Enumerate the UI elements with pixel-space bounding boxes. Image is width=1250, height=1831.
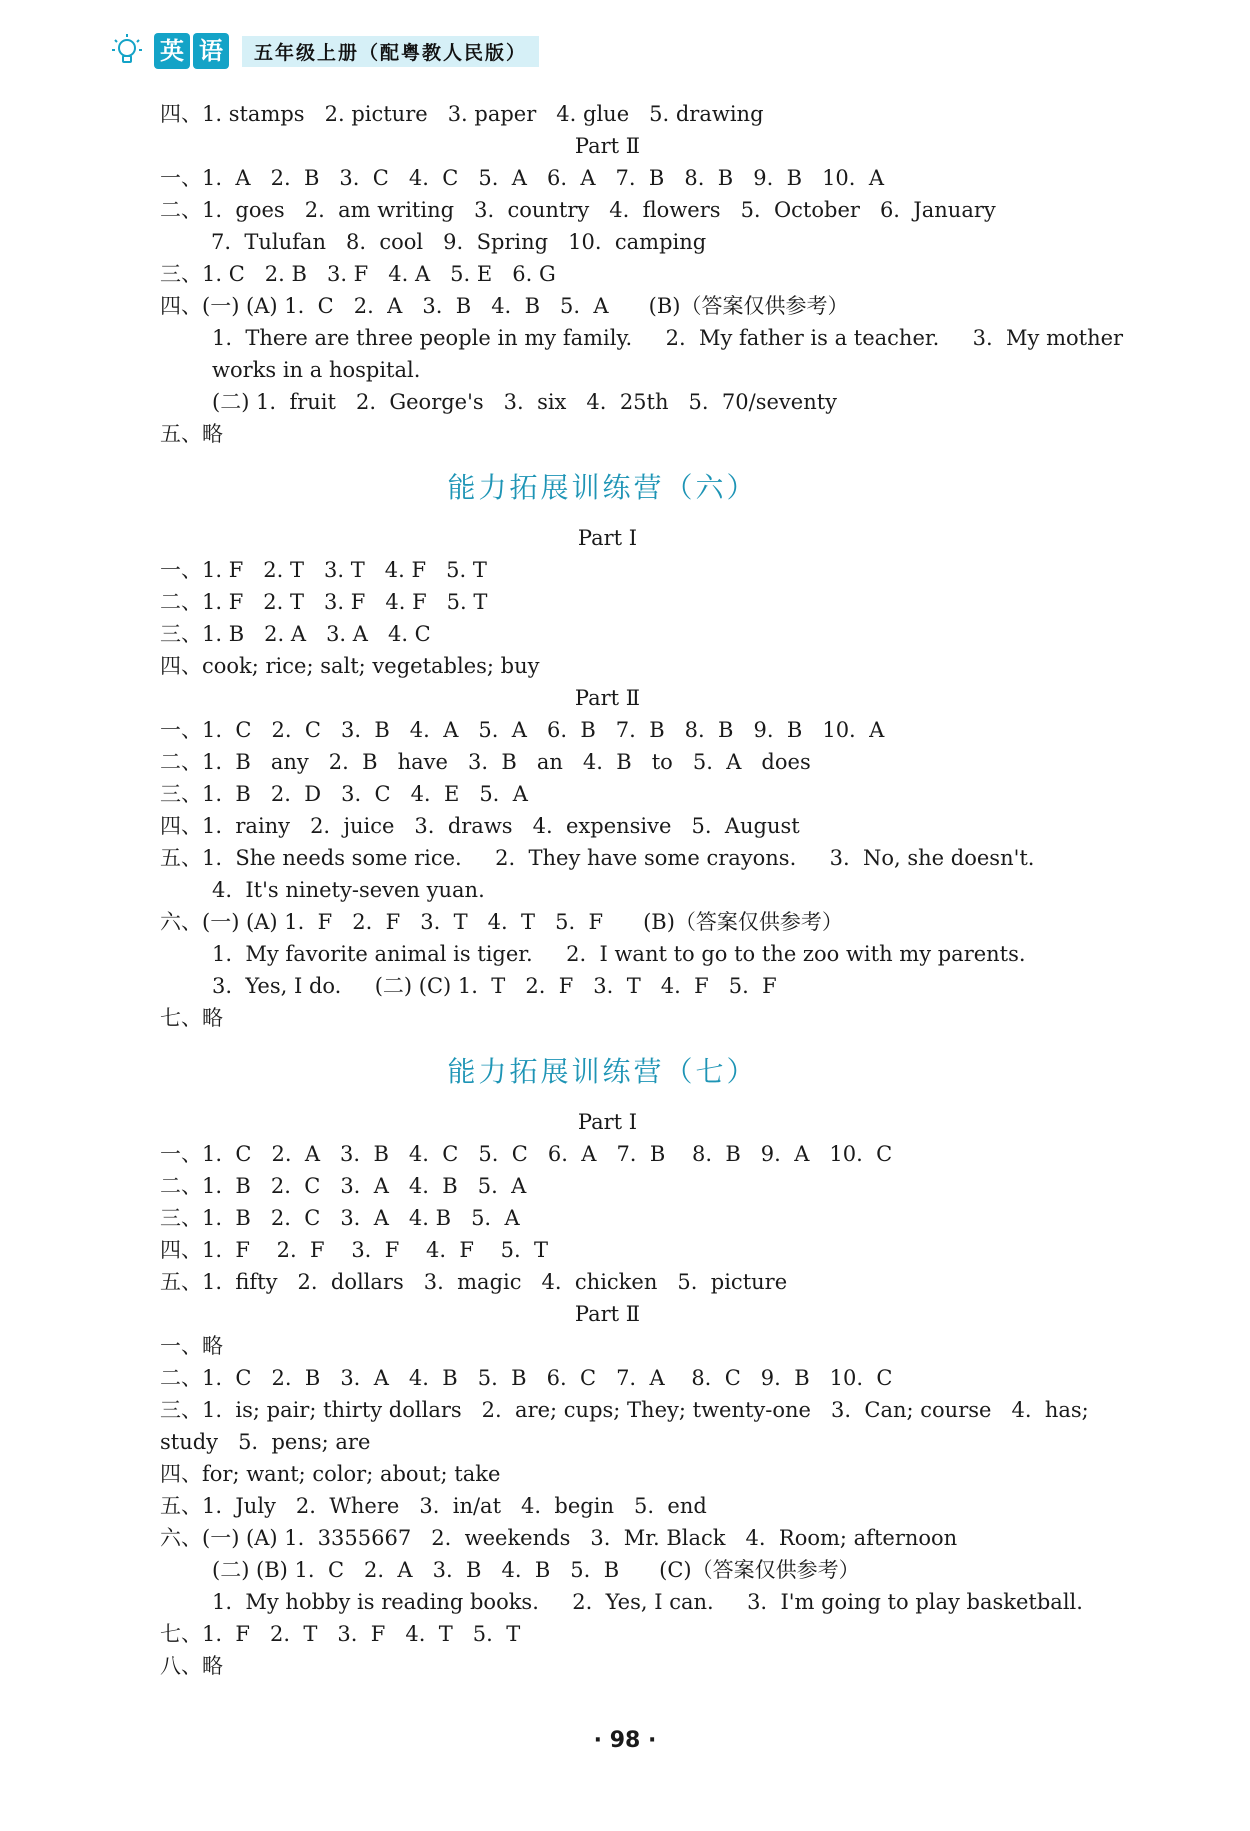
part-label: Part Ⅰ (577, 1110, 638, 1134)
answer-line: 七、略 (160, 1006, 223, 1030)
lightbulb-icon (110, 32, 144, 70)
answer-line: 一、1. C 2. C 3. B 4. A 5. A 6. B 7. B 8. B 9. B 10. A (160, 718, 885, 742)
answer-line: 六、(一) (A) 1. F 2. F 3. T 4. T 5. F (B)（答案仅供参考） (160, 910, 843, 934)
answer-line: 五、1. July 2. Where 3. in/at 4. begin 5. end (160, 1494, 707, 1518)
answer-line: 六、(一) (A) 1. 3355667 2. weekends 3. Mr. Black 4. Room; afternoon (160, 1526, 958, 1550)
answer-line: (二) 1. fruit 2. George's 3. six 4. 25th 5. 70/seventy (212, 390, 838, 414)
answer-line: 四、for; want; color; about; take (160, 1462, 501, 1486)
answer-line: 一、略 (160, 1334, 223, 1358)
answer-content (160, 98, 1175, 1682)
answer-line: 四、1. rainy 2. juice 3. draws 4. expensive 5. August (160, 814, 800, 838)
answer-line: study 5. pens; are (160, 1430, 371, 1454)
book-label: 五年级上册（配粤教人民版） (242, 36, 539, 67)
section-title: 能力拓展训练营（六） (447, 471, 758, 504)
answer-line: 1. There are three people in my family. 2. My father is a teacher. 3. My mother (212, 326, 1124, 350)
part-label: Part Ⅱ (574, 134, 641, 158)
part-label: Part Ⅱ (574, 686, 641, 710)
answer-line: 三、1. B 2. A 3. A 4. C (160, 622, 431, 646)
answer-line: 1. My hobby is reading books. 2. Yes, I can. 3. I'm going to play basketball. (212, 1590, 1083, 1614)
part-label: Part Ⅰ (577, 526, 638, 550)
answer-line: 4. It's ninety-seven yuan. (212, 878, 485, 902)
answer-line: 二、1. C 2. B 3. A 4. B 5. B 6. C 7. A 8. C 9. B 10. C (160, 1366, 893, 1390)
answer-line: 1. My favorite animal is tiger. 2. I want to go to the zoo with my parents. (212, 942, 1026, 966)
answer-line: 五、略 (160, 422, 223, 446)
answer-line: 四、1. F 2. F 3. F 4. F 5. T (160, 1238, 549, 1262)
answer-line: 二、1. B 2. C 3. A 4. B 5. A (160, 1174, 527, 1198)
header (110, 30, 539, 72)
subject-badge (154, 33, 232, 69)
answer-line: 二、1. F 2. T 3. F 4. F 5. T (160, 590, 488, 614)
answer-line: 一、1. A 2. B 3. C 4. C 5. A 6. A 7. B 8. B 9. B 10. A (160, 166, 884, 190)
answer-line: 一、1. F 2. T 3. T 4. F 5. T (160, 558, 487, 582)
answer-line: 四、1. stamps 2. picture 3. paper 4. glue 5. drawing (160, 102, 764, 126)
answer-line: 三、1. C 2. B 3. F 4. A 5. E 6. G (160, 262, 556, 286)
answer-line: 一、1. C 2. A 3. B 4. C 5. C 6. A 7. B 8. B 9. A 10. C (160, 1142, 893, 1166)
answer-line: 二、1. B any 2. B have 3. B an 4. B to 5. A does (160, 750, 811, 774)
part-label: Part Ⅱ (574, 1302, 641, 1326)
answer-line: (二) (B) 1. C 2. A 3. B 4. B 5. B (C)（答案仅供参考） (212, 1558, 860, 1582)
subject-char: 语 (193, 33, 229, 69)
section-title: 能力拓展训练营（七） (447, 1055, 758, 1088)
answer-line: 三、1. B 2. C 3. A 4. B 5. A (160, 1206, 520, 1230)
answer-line: 八、略 (160, 1654, 223, 1678)
answer-line: 三、1. B 2. D 3. C 4. E 5. A (160, 782, 528, 806)
answer-line: 四、cook; rice; salt; vegetables; buy (160, 654, 540, 678)
answer-line: 四、(一) (A) 1. C 2. A 3. B 4. B 5. A (B)（答案仅供参考） (160, 294, 849, 318)
subject-char: 英 (154, 33, 190, 69)
answer-line: 七、1. F 2. T 3. F 4. T 5. T (160, 1622, 521, 1646)
answer-line: 五、1. fifty 2. dollars 3. magic 4. chicken 5. picture (160, 1270, 788, 1294)
answer-line: works in a hospital. (212, 358, 421, 382)
answer-line: 3. Yes, I do. (二) (C) 1. T 2. F 3. T 4. F 5. F (212, 974, 777, 998)
answer-line: 五、1. She needs some rice. 2. They have some crayons. 3. No, she doesn't. (160, 846, 1035, 870)
answer-line: 三、1. is; pair; thirty dollars 2. are; cups; They; twenty-one 3. Can; course 4. has; (160, 1398, 1089, 1422)
answer-line: 7. Tulufan 8. cool 9. Spring 10. camping (211, 230, 707, 254)
answer-line: 二、1. goes 2. am writing 3. country 4. flowers 5. October 6. January (160, 198, 996, 222)
page-number: · 98 · (593, 1728, 657, 1753)
